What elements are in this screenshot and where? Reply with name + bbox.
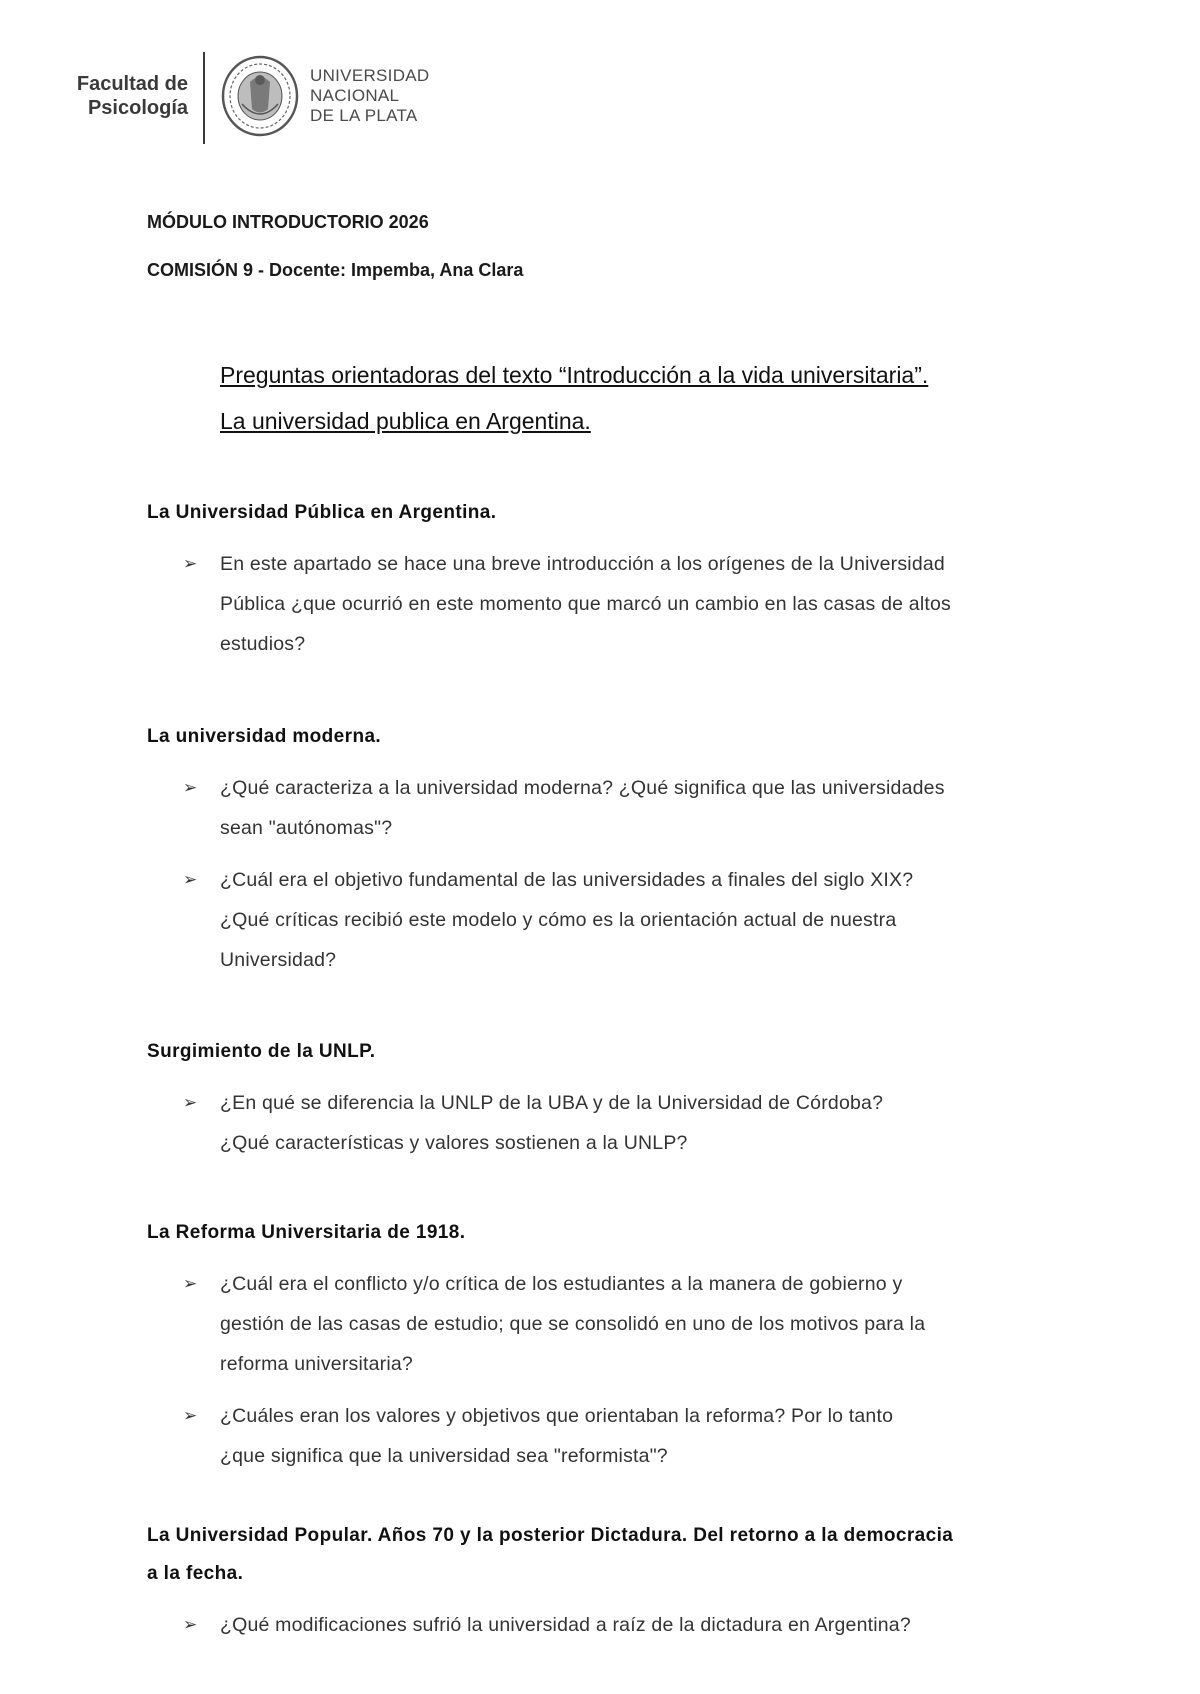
question-list xyxy=(147,1083,1077,1163)
list-item xyxy=(147,1083,1077,1163)
arrow-bullet-icon: ➢ xyxy=(183,870,198,889)
question-line: Pública ¿que ocurrió en este momento que marcó un cambio en las casas de altos xyxy=(220,593,951,615)
question-line: sean "autónomas"? xyxy=(220,817,393,839)
question-list xyxy=(147,768,1077,980)
document-title-line2: La universidad publica en Argentina. xyxy=(220,408,591,434)
list-item xyxy=(147,768,1077,848)
list-item xyxy=(147,1605,1077,1645)
question-line: En este apartado se hace una breve introducción a los orígenes de la Universidad xyxy=(220,553,945,575)
list-item xyxy=(147,544,1077,664)
faculty-name-line1: Facultad de xyxy=(76,73,188,95)
commission-info: COMISIÓN 9 - Docente: Impemba, Ana Clara xyxy=(147,260,524,280)
question-line: ¿Qué críticas recibió este modelo y cómo es la orientación actual de nuestra xyxy=(220,909,897,931)
question-line: ¿Qué características y valores sostienen a la UNLP? xyxy=(220,1132,688,1154)
question-list xyxy=(147,1605,1077,1645)
arrow-bullet-icon: ➢ xyxy=(183,1615,198,1634)
arrow-bullet-icon: ➢ xyxy=(183,1093,198,1112)
list-item xyxy=(147,1264,1077,1384)
module-title: MÓDULO INTRODUCTORIO 2026 xyxy=(147,212,429,232)
question-line: reforma universitaria? xyxy=(220,1353,413,1375)
university-name-line1: UNIVERSIDAD xyxy=(310,66,430,85)
document-title xyxy=(220,352,928,444)
arrow-bullet-icon: ➢ xyxy=(183,1406,198,1425)
section-heading: Surgimiento de la UNLP. xyxy=(147,1041,376,1062)
question-line: ¿Cuáles eran los valores y objetivos que orientaban la reforma? Por lo tanto xyxy=(220,1405,894,1427)
university-name-line2: NACIONAL xyxy=(310,86,400,105)
document-header xyxy=(70,50,470,145)
section-heading: La Reforma Universitaria de 1918. xyxy=(147,1222,466,1243)
section-heading-line1: La Universidad Popular. Años 70 y la posterior Dictadura. Del retorno a la democracia xyxy=(147,1525,954,1546)
question-line: ¿Cuál era el conflicto y/o crítica de los estudiantes a la manera de gobierno y xyxy=(220,1273,903,1295)
logo-divider xyxy=(203,52,205,144)
faculty-name-line2: Psicología xyxy=(87,97,188,119)
question-line: gestión de las casas de estudio; que se consolidó en uno de los motivos para la xyxy=(220,1313,926,1335)
section-surgimiento-unlp xyxy=(147,1033,1077,1163)
university-name-line3: DE LA PLATA xyxy=(310,106,418,125)
arrow-bullet-icon: ➢ xyxy=(183,1274,198,1293)
faculty-logo xyxy=(70,72,188,120)
section-heading xyxy=(147,1517,1077,1593)
section-heading: La universidad moderna. xyxy=(147,726,382,747)
question-line: ¿Qué caracteriza a la universidad moderna? ¿Qué significa que las universidades xyxy=(220,777,945,799)
question-line: ¿En qué se diferencia la UNLP de la UBA y de la Universidad de Córdoba? xyxy=(220,1092,884,1114)
question-line: Universidad? xyxy=(220,949,337,971)
question-list xyxy=(147,1264,1077,1476)
document-title-line1: Preguntas orientadoras del texto “Introducción a la vida universitaria”. xyxy=(220,362,929,388)
list-item xyxy=(147,860,1077,980)
section-universidad-popular xyxy=(147,1517,1077,1645)
university-name xyxy=(310,66,430,126)
question-list xyxy=(147,544,1077,664)
university-seal-icon xyxy=(220,54,300,138)
question-line: ¿Qué modificaciones sufrió la universidad a raíz de la dictadura en Argentina? xyxy=(220,1614,911,1636)
question-line: ¿Cuál era el objetivo fundamental de las universidades a finales del siglo XIX? xyxy=(220,869,914,891)
list-item xyxy=(147,1396,1077,1476)
section-heading-line2: a la fecha. xyxy=(147,1563,244,1584)
section-heading: La Universidad Pública en Argentina. xyxy=(147,502,497,523)
arrow-bullet-icon: ➢ xyxy=(183,554,198,573)
section-universidad-moderna xyxy=(147,718,1077,980)
section-universidad-publica xyxy=(147,494,1077,664)
arrow-bullet-icon: ➢ xyxy=(183,778,198,797)
question-line: estudios? xyxy=(220,633,306,655)
section-reforma-1918 xyxy=(147,1214,1077,1476)
question-line: ¿que significa que la universidad sea "reformista"? xyxy=(220,1445,668,1467)
